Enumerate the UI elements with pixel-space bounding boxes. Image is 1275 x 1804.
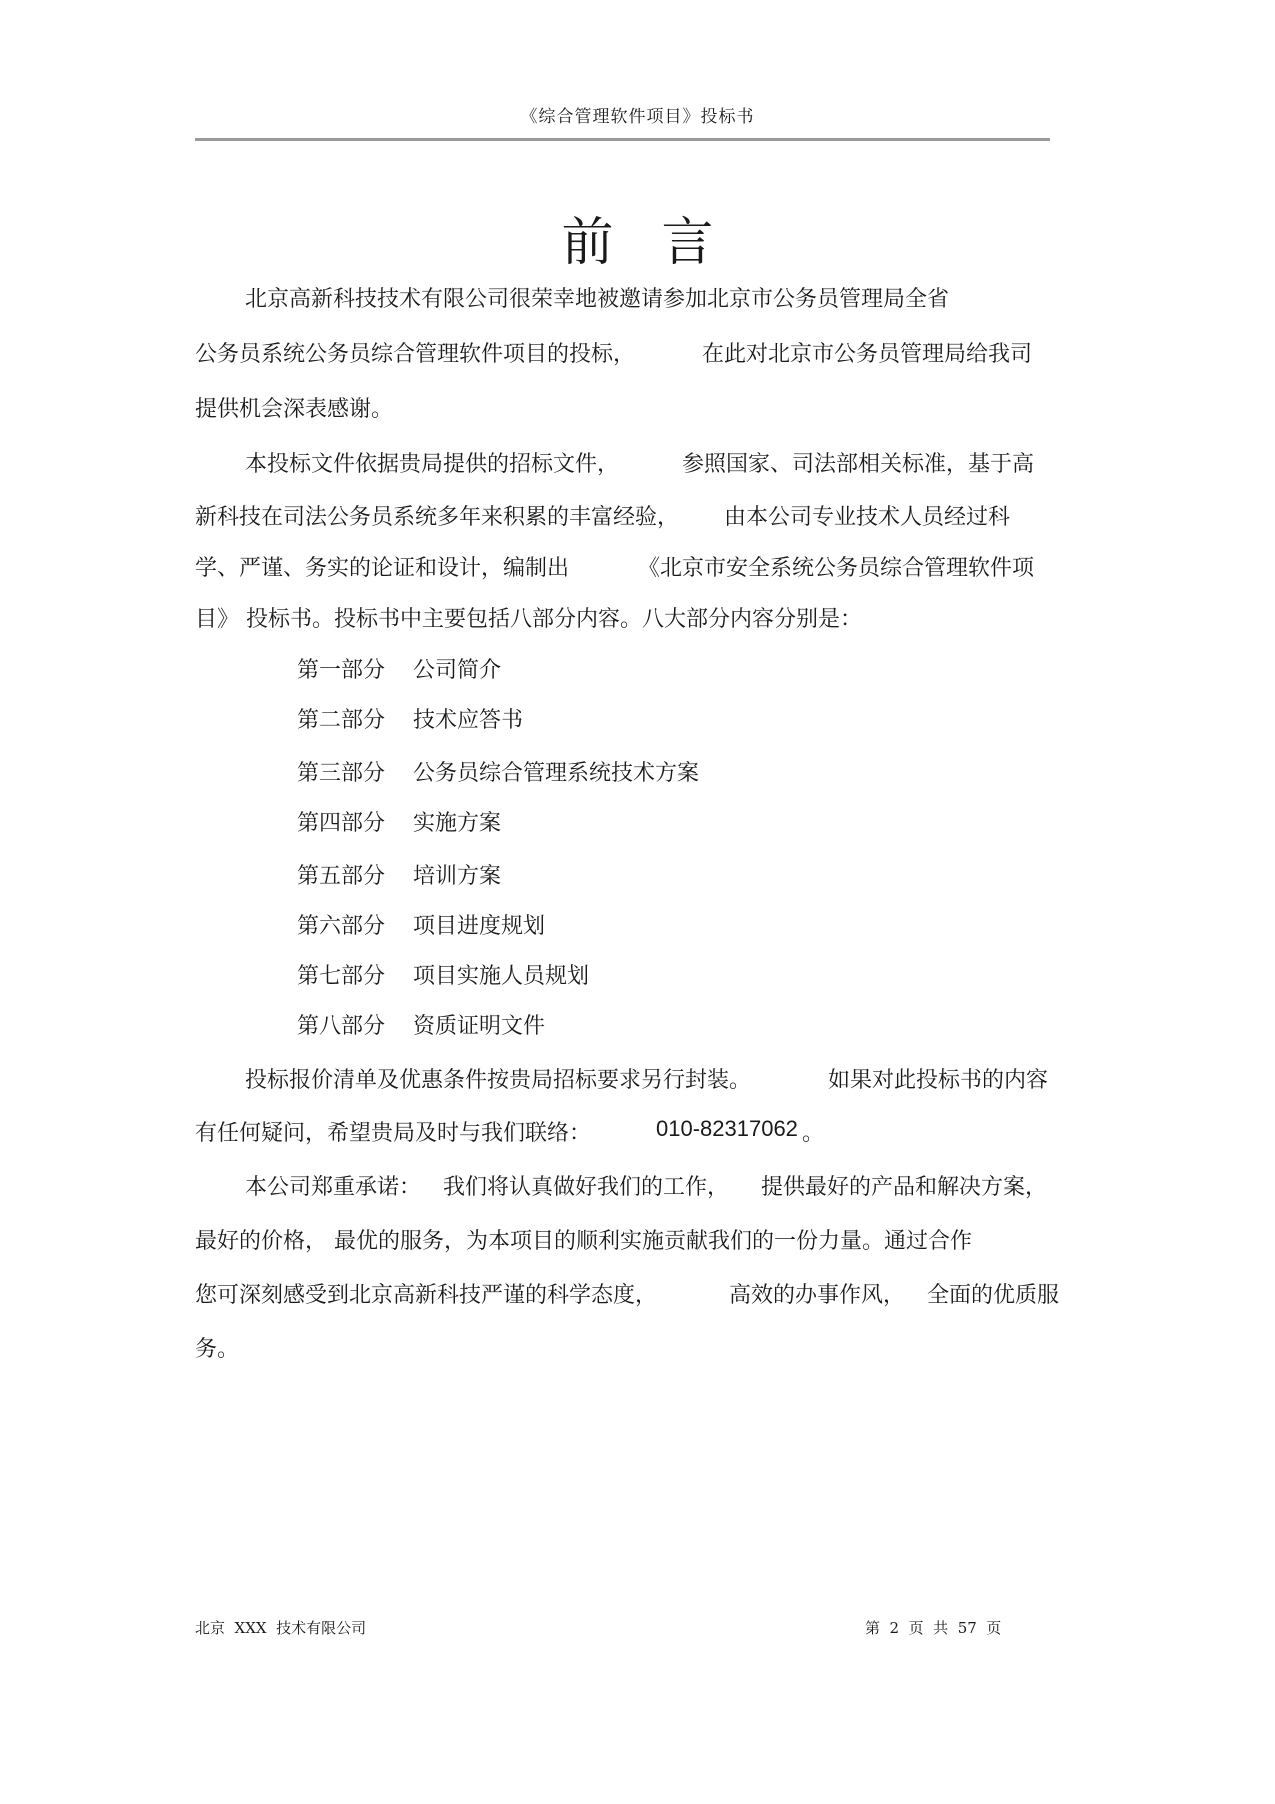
para3-line2a: 有任何疑问，希望贵局及时与我们联络： xyxy=(195,1121,592,1146)
para4-line1b: 我们将认真做好我们的工作， xyxy=(443,1175,730,1200)
header-divider xyxy=(195,138,1050,141)
para4-line4: 务。 xyxy=(195,1337,240,1362)
para2-line1a: 本投标文件依据贵局提供的招标文件， xyxy=(245,452,620,477)
list-item xyxy=(297,703,523,734)
para2-line4: 目》 投标书。投标书中主要包括八部分内容。八大部分内容分别是： xyxy=(195,607,862,632)
part-number: 第二部分 xyxy=(297,708,386,733)
para1-line2b: 在此对北京市公务员管理局给我司 xyxy=(702,342,1033,367)
para4-line1c: 提供最好的产品和解决方案， xyxy=(761,1175,1048,1200)
part-number: 第七部分 xyxy=(297,964,386,989)
para4-line3c: 全面的优质服 xyxy=(927,1283,1060,1308)
para1-line2a: 公务员系统公务员综合管理软件项目的投标， xyxy=(195,342,636,367)
list-item xyxy=(297,909,545,940)
para3-line2end: 。 xyxy=(802,1121,825,1146)
part-title: 项目实施人员规划 xyxy=(413,964,590,989)
para4-line3a: 您可深刻感受到北京高新科技严谨的科学态度， xyxy=(195,1283,658,1308)
para2-line2a: 新科技在司法公务员系统多年来积累的丰富经验， xyxy=(195,505,680,530)
list-item xyxy=(297,806,501,837)
para2-line3b: 《北京市安全系统公务员综合管理软件项 xyxy=(638,556,1035,581)
para4-line1a: 本公司郑重承诺： xyxy=(245,1175,422,1200)
footer-page-number: 第 2 页 共 57 页 xyxy=(865,1619,1002,1637)
para1-line1: 北京高新科技技术有限公司很荣幸地被邀请参加北京市公务员管理局全省 xyxy=(245,287,950,312)
part-title: 公司简介 xyxy=(413,658,502,683)
para4-line3b: 高效的办事作风， xyxy=(729,1283,906,1308)
part-title: 技术应答书 xyxy=(413,708,524,733)
list-item xyxy=(297,1009,545,1040)
list-item xyxy=(297,653,501,684)
part-title: 项目进度规划 xyxy=(413,914,546,939)
para2-line3a: 学、严谨、务实的论证和设计，编制出 xyxy=(195,556,570,581)
para2-line1b: 参照国家、司法部相关标准，基于高 xyxy=(682,452,1035,477)
header-title: 《综合管理软件项目》投标书 xyxy=(520,107,755,127)
list-item xyxy=(297,959,589,990)
para3-line1b: 如果对此投标书的内容 xyxy=(828,1068,1049,1093)
para2-line2b: 由本公司专业技术人员经过科 xyxy=(724,505,1011,530)
para4-line2: 最好的价格， 最优的服务，为本项目的顺利实施贡献我们的一份力量。通过合作 xyxy=(195,1229,972,1254)
part-title: 实施方案 xyxy=(413,811,502,836)
part-number: 第三部分 xyxy=(297,761,386,786)
page-title: 前言 xyxy=(561,213,762,273)
part-number: 第一部分 xyxy=(297,658,386,683)
para1-line3: 提供机会深表感谢。 xyxy=(195,397,394,422)
para3-line1a: 投标报价清单及优惠条件按贵局招标要求另行封装。 xyxy=(245,1068,752,1093)
part-number: 第五部分 xyxy=(297,864,386,889)
list-item xyxy=(297,756,699,787)
contact-phone: 010-82317062 xyxy=(656,1116,798,1141)
list-item xyxy=(297,859,501,890)
part-number: 第六部分 xyxy=(297,914,386,939)
part-title: 公务员综合管理系统技术方案 xyxy=(413,761,700,786)
footer-company: 北京 XXX 技术有限公司 xyxy=(195,1619,367,1637)
part-number: 第八部分 xyxy=(297,1014,386,1039)
part-number: 第四部分 xyxy=(297,811,386,836)
part-title: 培训方案 xyxy=(413,864,502,889)
part-title: 资质证明文件 xyxy=(413,1014,546,1039)
